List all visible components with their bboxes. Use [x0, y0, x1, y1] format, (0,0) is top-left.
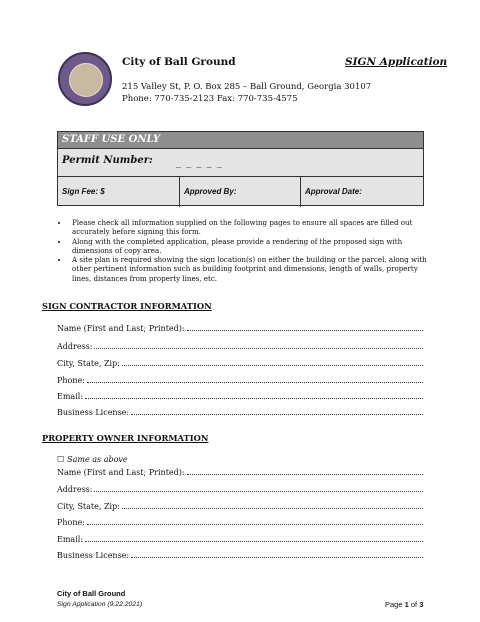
- contractor-license-row[interactable]: [57, 406, 423, 417]
- contractor-city-field[interactable]: [122, 357, 423, 366]
- owner-city-row[interactable]: [57, 500, 423, 511]
- approved-by-cell[interactable]: Approved By:: [179, 177, 300, 207]
- owner-address-field[interactable]: [94, 483, 423, 492]
- page-current: 1: [404, 600, 409, 609]
- permit-number-row: [58, 148, 423, 176]
- field-label: Address:: [57, 342, 93, 351]
- field-label: City, State, Zip:: [57, 502, 120, 511]
- contractor-phone-field[interactable]: [87, 374, 423, 383]
- field-label: Address:: [57, 485, 93, 494]
- owner-city-field[interactable]: [122, 500, 423, 509]
- same-as-above-option[interactable]: [57, 455, 128, 464]
- contractor-phone-row[interactable]: [57, 374, 423, 385]
- contractor-name-row[interactable]: [57, 322, 423, 333]
- permit-number-field[interactable]: _ _ _ _ _: [176, 157, 223, 168]
- permit-number-label: Permit Number:: [62, 155, 153, 166]
- same-as-above-label: Same as above: [67, 455, 128, 464]
- instruction-item: • Along with the completed application, please provide a rendering of the proposed sign with dimensions of copy area.: [69, 237, 439, 256]
- contractor-email-row[interactable]: [57, 390, 423, 401]
- field-label: Phone:: [57, 518, 85, 527]
- contractor-address-row[interactable]: [57, 340, 423, 351]
- staff-use-heading: STAFF USE ONLY: [58, 132, 423, 148]
- sign-fee-cell[interactable]: Sign Fee: $: [62, 187, 105, 196]
- address-line: 215 Valley St, P. O. Box 285 – Ball Ground, Georgia 30107: [122, 82, 372, 92]
- instruction-item: • Please check all information supplied on the following pages to ensure all spaces are filled out accurately before signing this form.: [69, 218, 439, 237]
- contractor-license-field[interactable]: [131, 406, 423, 415]
- page-total: 3: [419, 600, 424, 609]
- page-prefix: Page: [385, 600, 403, 609]
- field-label: Email:: [57, 535, 84, 544]
- staff-use-box: [57, 131, 424, 206]
- owner-phone-field[interactable]: [87, 516, 423, 525]
- owner-name-field[interactable]: [187, 466, 423, 475]
- field-label: Business License:: [57, 551, 130, 560]
- owner-address-row[interactable]: [57, 483, 423, 494]
- field-label: Email:: [57, 392, 84, 401]
- page-of: of: [410, 600, 418, 609]
- field-label: City, State, Zip:: [57, 359, 120, 368]
- field-label: Business License:: [57, 408, 130, 417]
- contractor-city-row[interactable]: [57, 357, 423, 368]
- city-title: City of Ball Ground: [122, 56, 236, 68]
- footer-form-version: Sign Application (9.22.2021): [57, 601, 143, 608]
- owner-license-row[interactable]: [57, 549, 423, 560]
- seal-emblem: [69, 63, 103, 97]
- checkbox-icon[interactable]: ☐: [57, 455, 65, 464]
- application-title: SIGN Application: [345, 56, 448, 68]
- city-seal-logo: [58, 52, 112, 106]
- contractor-section-heading: SIGN CONTRACTOR INFORMATION: [42, 301, 212, 311]
- phone-fax-line: Phone: 770-735-2123 Fax: 770-735-4575: [122, 94, 298, 104]
- owner-section-heading: PROPERTY OWNER INFORMATION: [42, 433, 209, 443]
- contractor-email-field[interactable]: [85, 390, 423, 399]
- field-label: Phone:: [57, 376, 85, 385]
- owner-phone-row[interactable]: [57, 516, 423, 527]
- page-number: [385, 600, 423, 609]
- staff-fee-row: [58, 176, 423, 206]
- owner-email-row[interactable]: [57, 533, 423, 544]
- owner-name-row[interactable]: [57, 466, 423, 477]
- instruction-item: • A site plan is required showing the sign location(s) on either the building or the parcel, along with other pertinent information such as building footprint and dimensions, length of walls, property lines, distances from property lines, etc.: [69, 255, 439, 283]
- owner-license-field[interactable]: [131, 549, 423, 558]
- instructions-list: [57, 218, 439, 283]
- footer-city: City of Ball Ground: [57, 589, 126, 598]
- contact-block: [122, 81, 371, 105]
- field-label: Name (First and Last; Printed):: [57, 468, 185, 477]
- contractor-address-field[interactable]: [94, 340, 423, 349]
- approval-date-cell[interactable]: Approval Date:: [300, 177, 423, 207]
- owner-email-field[interactable]: [85, 533, 423, 542]
- contractor-name-field[interactable]: [187, 322, 423, 331]
- field-label: Name (First and Last; Printed):: [57, 324, 185, 333]
